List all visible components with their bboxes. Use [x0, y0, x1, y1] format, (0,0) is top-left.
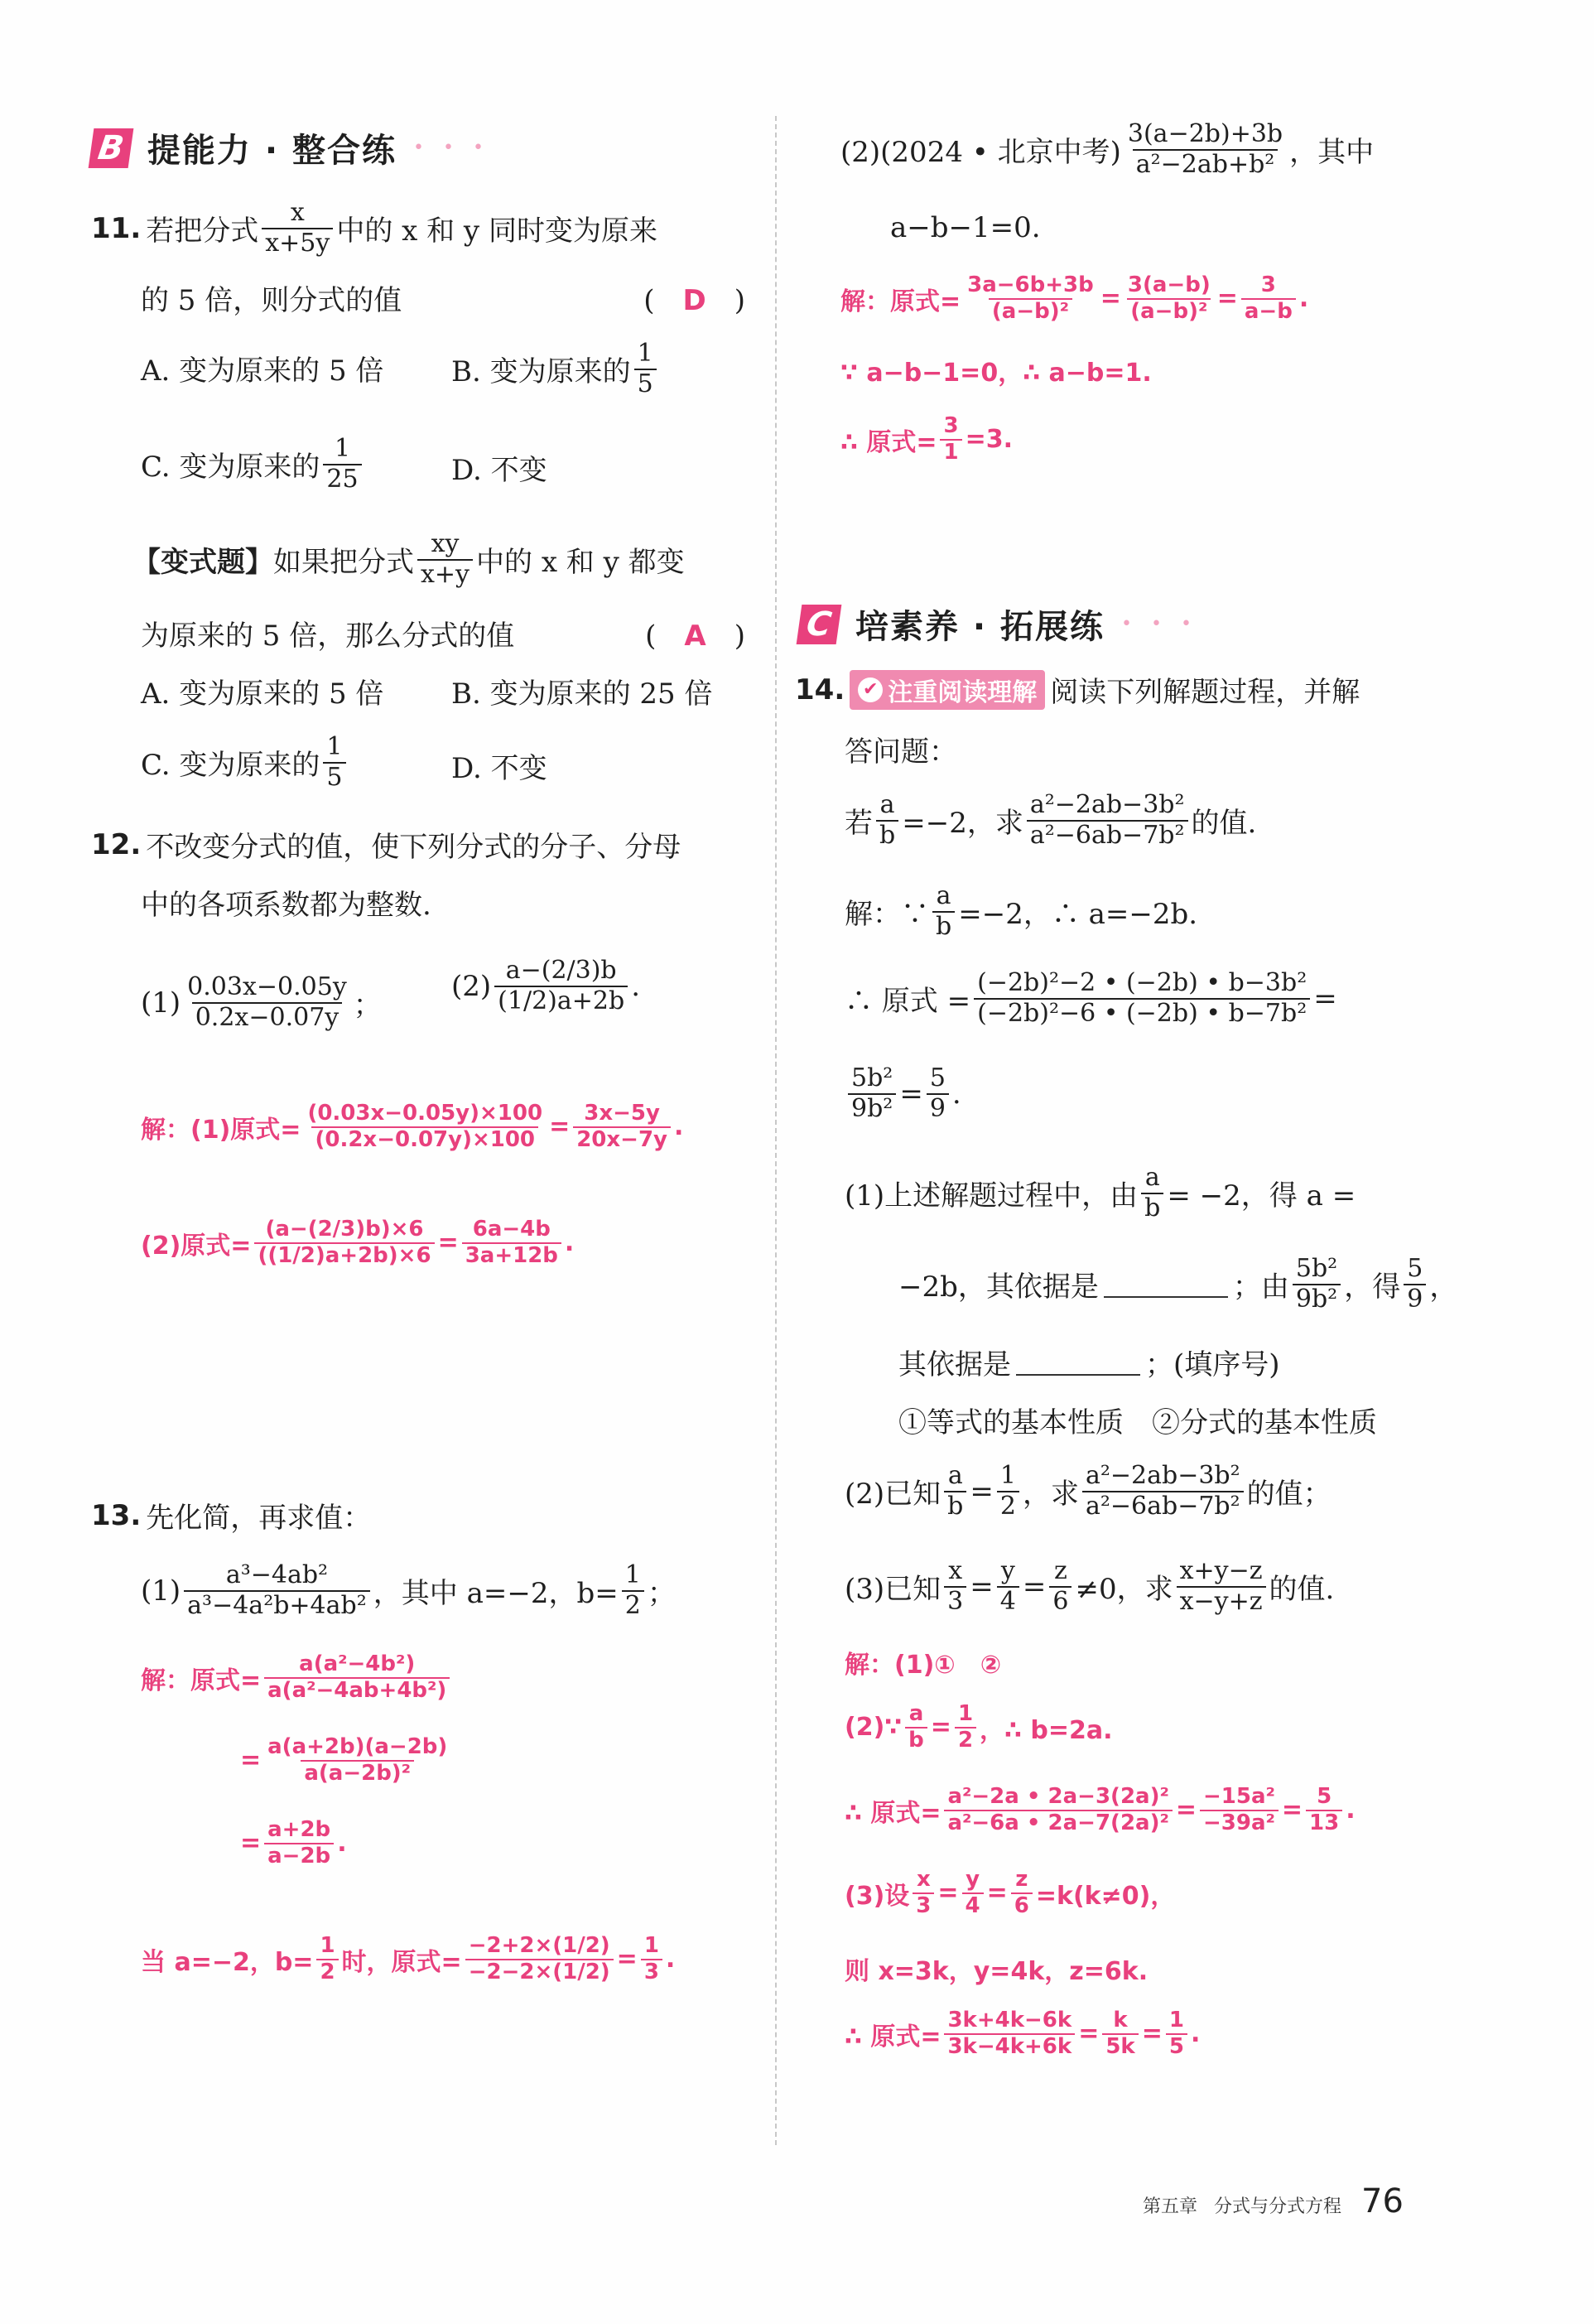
answer-blank-2[interactable] [1016, 1349, 1140, 1376]
q14-q1-line2: −2b，其依据是 ；由 $\frac{\text{5b²}}{\text{9b²}}$ ，得 $\frac{5}{9}$ ， [898, 1254, 1458, 1314]
page-footer [1143, 2182, 1404, 2220]
q13-stem: 13. 先化简，再求值： [91, 1498, 372, 1535]
q14-answer-3: ∴ 原式= $\frac{\text{a²−2a • 2a−3(2a)²}}{\text{a²−6a • 2a−7(2a)²}}$ = $\frac{\text{−15a²}}{\text{−39a²}}$ = $\frac{5}{13}$ . [845, 1784, 1356, 1835]
decor-dots: • • • [413, 137, 490, 158]
variant-option-a: A. 变为原来的 5 倍 [141, 677, 384, 711]
q11-stem-line2: 的 5 倍，则分式的值 ( D ) [141, 284, 745, 317]
column-divider [775, 116, 777, 2145]
q14-answer-4: (3)设 $\frac{x}{3}$ = $\frac{y}{4}$ = $\frac{z}{6}$ =k(k≠0)， [845, 1867, 1176, 1918]
q14-options: ①等式的基本性质 ②分式的基本性质 [898, 1406, 1377, 1439]
q14-answer-6: ∴ 原式= $\frac{3k+4k-6k}{3k-4k+6k}$ = $\frac{k}{5k}$ = $\frac{1}{5}$ . [845, 2008, 1201, 2059]
variant-answer: A [684, 620, 706, 653]
section-c-badge: C [797, 605, 842, 644]
q14-stem-line1: 14. ✔ 注重阅读理解 阅读下列解题过程，并解 [795, 669, 1360, 710]
q14-answer-5: 则 x=3k，y=4k，z=6k. [845, 1957, 1149, 1986]
variant-option-c: C. 变为原来的 $\frac{1}{5}$ [141, 733, 349, 792]
q14-q2: (2)已知 $\frac{a}{b}$ = $\frac{1}{2}$ ，求 $\frac{\text{a²−2ab−3b²}}{\text{a²−6ab−7b²}}$ 的值； [845, 1461, 1332, 1521]
q13-solution-step2: = $\frac{a(a+2b)(a-2b)}{\text{a(a−2b)²}}$ [240, 1734, 448, 1786]
variant-option-b: B. 变为原来的 25 倍 [451, 677, 713, 711]
q11-option-c: C. 变为原来的 $\frac{1}{25}$ [141, 435, 365, 494]
q12-solution-1: 解：(1)原式= $\frac{(0.03x-0.05y)\times 100}{(0.2x-0.07y)\times 100}$ = $\frac{3x-5y}{20x-7y}$ . [141, 1101, 684, 1152]
q13-solution-step1: 解：原式= $\frac{\text{a(a²−4b²)}}{\text{a(a²−4ab+4b²)}}$ [141, 1652, 453, 1704]
q14-stem-line2: 答问题： [845, 735, 957, 769]
section-c-title: 培素养 · 拓展练 [855, 608, 1105, 646]
q11-option-b: B. 变为原来的 $\frac{1}{5}$ [451, 340, 660, 398]
q12-stem-line1: 12. 不改变分式的值，使下列分式的分子、分母 [91, 827, 681, 864]
q14-q3: (3)已知 $\frac{x}{3}$ = $\frac{y}{4}$ = $\frac{z}{6}$ ≠0，求 $\frac{x+y-z}{x-y+z}$ 的值. [845, 1556, 1335, 1616]
q14-q1-line1: (1)上述解题过程中，由 $\frac{a}{b}$ = −2，得 a = [845, 1163, 1356, 1222]
q13-part2: (2)(2024 • 北京中考) $\frac{3(a-2b)+3b}{\text{a²−2ab+b²}}$ ，其中 [840, 119, 1375, 179]
q14-example-result: $\frac{\text{5b²}}{\text{9b²}}$ = $\frac{5}{9}$ . [845, 1064, 961, 1123]
q14-given: 若 $\frac{a}{b}$ =−2，求 $\frac{\text{a²−2ab−3b²}}{\text{a²−6ab−7b²}}$ 的值. [845, 790, 1257, 850]
q11-stem-line1: 11. 若把分式 $\frac{x}{x+5y}$ 中的 x 和 y 同时变为原来 [91, 198, 657, 258]
q13-part2-condition: a−b−1=0. [890, 211, 1041, 244]
q13-part2-because: ∵ a−b−1=0，∴ a−b=1. [840, 359, 1152, 388]
q13-part2-therefore: ∴ 原式= $\frac{3}{1}$ =3. [840, 413, 1013, 465]
variant-stem-line1: 【变式题】 如果把分式 $\frac{xy}{x+y}$ 中的 x 和 y 都变 [132, 529, 685, 589]
q12-part1: (1) $\frac{0.03x-0.05y}{0.2x-0.07y}$ ； [141, 972, 382, 1032]
q13-part2-solution: 解：原式= $\frac{3a-6b+3b}{\text{(a−b)²}}$ = $\frac{3(a-b)}{\text{(a−b)²}}$ = $\frac{3}{a-b}$ . [840, 272, 1309, 324]
section-c-header [799, 600, 1198, 648]
reading-comprehension-tag: ✔ 注重阅读理解 [850, 670, 1045, 710]
q13-part1: (1) $\frac{\text{a³−4ab²}}{\text{a³−4a²b+4ab²}}$ ，其中 a=−2，b= $\frac{1}{2}$ ； [141, 1560, 676, 1620]
q11-fraction: $\frac{x}{x+5y}$ [262, 199, 333, 258]
answer-blank-1[interactable] [1104, 1271, 1228, 1298]
q12-stem-line2: 中的各项系数都为整数. [141, 889, 431, 922]
section-b-title: 提能力 · 整合练 [147, 132, 397, 170]
section-b-header [91, 124, 490, 171]
q14-example-step2: ∴ 原式 = $\frac{\text{(−2b)²−2 • (−2b) • b−3b²}}{\text{(−2b)²−6 • (−2b) • b−7b²}}$ = [845, 968, 1337, 1028]
q14-q1-line3: 其依据是 ；(填序号) [898, 1348, 1280, 1381]
q11-option-a: A. 变为原来的 5 倍 [141, 354, 384, 388]
q12-solution-2: (2)原式= $\frac{(a-(2/3)b)\times 6}{((1/2)a+2b)\times 6}$ = $\frac{6a-4b}{3a+12b}$ . [141, 1217, 575, 1268]
section-b-badge: B [89, 128, 134, 168]
q14-answer-1: 解：(1)① ② [845, 1651, 1002, 1680]
q13-evaluation: 当 a=−2，b= $\frac{1}{2}$ 时，原式= $\frac{-2+2\times(1/2)}{-2-2\times(1/2)}$ = $\frac{1}{3}$ . [141, 1933, 676, 1984]
q14-example-step1: 解：∵ $\frac{a}{b}$ =−2，∴ a=−2b. [845, 881, 1198, 941]
check-icon: ✔ [858, 677, 883, 702]
variant-option-d: D. 不变 [451, 752, 547, 785]
q13-solution-step3: = $\frac{a+2b}{a-2b}$ . [240, 1817, 347, 1868]
decor-dots: • • • [1121, 614, 1198, 634]
variant-stem-line2: 为原来的 5 倍，那么分式的值 ( A ) [141, 620, 745, 653]
chapter-label: 第五章 [1143, 2196, 1198, 2217]
topic-label: 分式与分式方程 [1214, 2196, 1342, 2217]
q11-answer: D [682, 284, 706, 317]
page-number: 76 [1361, 2182, 1404, 2220]
q11-option-d: D. 不变 [451, 454, 547, 487]
q12-part2: (2) $\frac{a-(2/3)b}{(1/2)a+2b}$ . [451, 956, 640, 1015]
q14-answer-2: (2)∵ $\frac{a}{b}$ = $\frac{1}{2}$ ，∴ b=2a. [845, 1701, 1113, 1753]
